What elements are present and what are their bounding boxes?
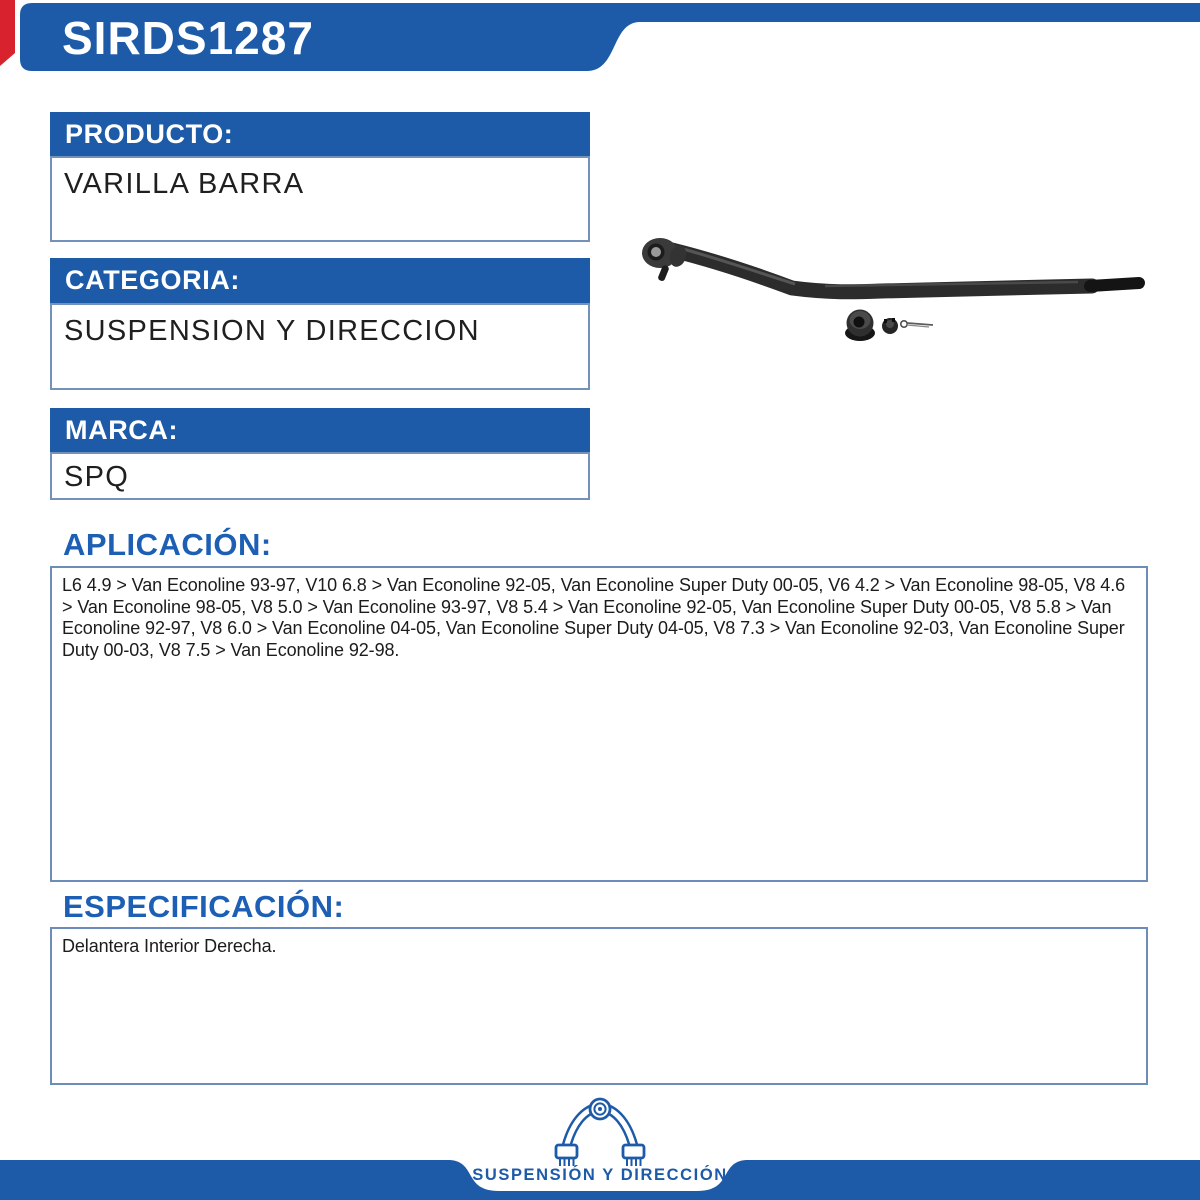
especificacion-heading: ESPECIFICACIÓN: [63,889,345,924]
tie-rod-threaded-end [1090,283,1139,286]
marca-value: SPQ [64,461,130,493]
product-photo [620,220,1160,360]
especificacion-text: Delantera Interior Derecha. [62,936,277,956]
part-number: SIRDS1287 [62,12,314,64]
castle-nut [882,318,898,334]
header-red-accent [0,0,15,66]
categoria-value-box [50,303,590,390]
cotter-pin [901,321,933,327]
categoria-value: SUSPENSION Y DIRECCION [64,315,480,347]
especificacion-box [50,927,1148,1085]
aplicacion-box [50,566,1148,882]
flange-nut [845,310,875,342]
aplicacion-heading: APLICACIÓN: [63,527,272,562]
marca-value-box [50,452,590,500]
ball-joint-hole [651,247,661,257]
aplicacion-text: L6 4.9 > Van Econoline 93-97, V10 6.8 > Van Econoline 92-05, Van Econoline Super Duty 00-05, V6 4.2 > Van Econoline 98-05, V8 4.6 > Van Econoline 98-05, V8 5.0 > Van Econoline 93-97, V8 5.4 > Van Econoline 92-05, Van Econoline Super Duty 00-05, V8 5.8 > Van Econoline 92-97, V8 6.0 > Van Econoline 04-05, Van Econoline Super Duty 04-05, V8 7.3 > Van Econoline 92-03, Van Econoline Super Duty 00-03, V8 7.5 > Van Econoline 92-98. [62,575,1126,660]
producto-value: VARILLA BARRA [64,168,305,200]
categoria-label: CATEGORIA: [65,265,240,295]
marca-header-bar [50,408,590,452]
producto-value-box [50,156,590,242]
marca-label: MARCA: [65,414,179,445]
footer-brand-text: SUSPENSIÓN Y DIRECCIÓN [472,1166,728,1184]
producto-label: PRODUCTO: [65,118,234,149]
control-arm-icon [548,1088,652,1172]
categoria-header-bar [50,258,590,303]
producto-header-bar [50,112,590,156]
